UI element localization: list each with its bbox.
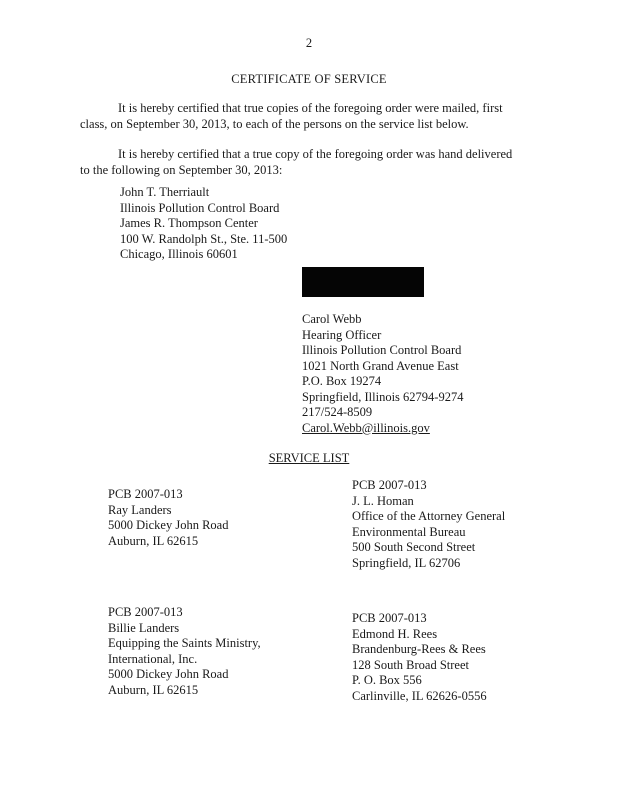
entry-line: 5000 Dickey John Road bbox=[108, 667, 229, 681]
signature-line: 217/524-8509 bbox=[302, 405, 373, 419]
service-entry-ray-landers bbox=[108, 487, 338, 549]
service-list-title: SERVICE LIST bbox=[268, 451, 350, 465]
entry-line: 500 South Second Street bbox=[352, 540, 476, 554]
entry-line: PCB 2007-013 bbox=[352, 478, 427, 492]
signature-block bbox=[302, 312, 562, 436]
entry-line: Ray Landers bbox=[108, 502, 172, 517]
service-entry-jl-homan bbox=[352, 478, 582, 571]
entry-line: PCB 2007-013 bbox=[108, 487, 183, 501]
entry-line: International, Inc. bbox=[108, 651, 198, 666]
entry-line: Carlinville, IL 62626-0556 bbox=[352, 688, 487, 703]
entry-line: PCB 2007-013 bbox=[108, 605, 183, 619]
page-number: 2 bbox=[305, 36, 313, 50]
service-entry-edmond-rees bbox=[352, 611, 582, 704]
signature-line: Hearing Officer bbox=[302, 327, 382, 342]
signature-line: Springfield, Illinois 62794-9274 bbox=[302, 389, 464, 404]
address-line: John T. Therriault bbox=[120, 185, 210, 199]
signature-line: Illinois Pollution Control Board bbox=[302, 343, 462, 357]
address-line: James R. Thompson Center bbox=[120, 216, 258, 230]
entry-line: Equipping the Saints Ministry, bbox=[108, 636, 261, 650]
address-line: Illinois Pollution Control Board bbox=[120, 200, 280, 215]
mailing-certification-paragraph: It is hereby certified that true copies of the foregoing order were mailed, first class, on September 30, 2013, to each of the persons on the service list below. bbox=[80, 101, 503, 131]
email-link[interactable]: Carol.Webb@illinois.gov bbox=[302, 420, 430, 435]
entry-line: Environmental Bureau bbox=[352, 524, 466, 539]
entry-line: J. L. Homan bbox=[352, 493, 414, 508]
entry-line: 5000 Dickey John Road bbox=[108, 518, 229, 532]
hand-delivery-address bbox=[120, 185, 380, 263]
entry-line: Edmond H. Rees bbox=[352, 626, 438, 641]
signature-line: P.O. Box 19274 bbox=[302, 374, 382, 388]
hand-delivery-certification-paragraph: It is hereby certified that a true copy of the foregoing order was hand delivered to the following on September 30, 2013: bbox=[80, 147, 513, 177]
address-line: Chicago, Illinois 60601 bbox=[120, 247, 238, 261]
entry-line: PCB 2007-013 bbox=[352, 611, 427, 625]
entry-line: Auburn, IL 62615 bbox=[108, 533, 199, 548]
address-line: 100 W. Randolph St., Ste. 11-500 bbox=[120, 231, 288, 246]
entry-line: Billie Landers bbox=[108, 620, 180, 635]
entry-line: P. O. Box 556 bbox=[352, 673, 422, 687]
entry-line: Springfield, IL 62706 bbox=[352, 555, 461, 570]
service-entry-billie-landers bbox=[108, 605, 338, 698]
entry-line: Office of the Attorney General bbox=[352, 509, 506, 523]
entry-line: Brandenburg-Rees & Rees bbox=[352, 642, 486, 656]
document-title: CERTIFICATE OF SERVICE bbox=[231, 72, 387, 86]
entry-line: Auburn, IL 62615 bbox=[108, 682, 199, 697]
entry-line: 128 South Broad Street bbox=[352, 657, 470, 672]
redacted-signature bbox=[302, 267, 424, 297]
signature-line: Carol Webb bbox=[302, 312, 362, 326]
signature-line: 1021 North Grand Avenue East bbox=[302, 358, 459, 373]
